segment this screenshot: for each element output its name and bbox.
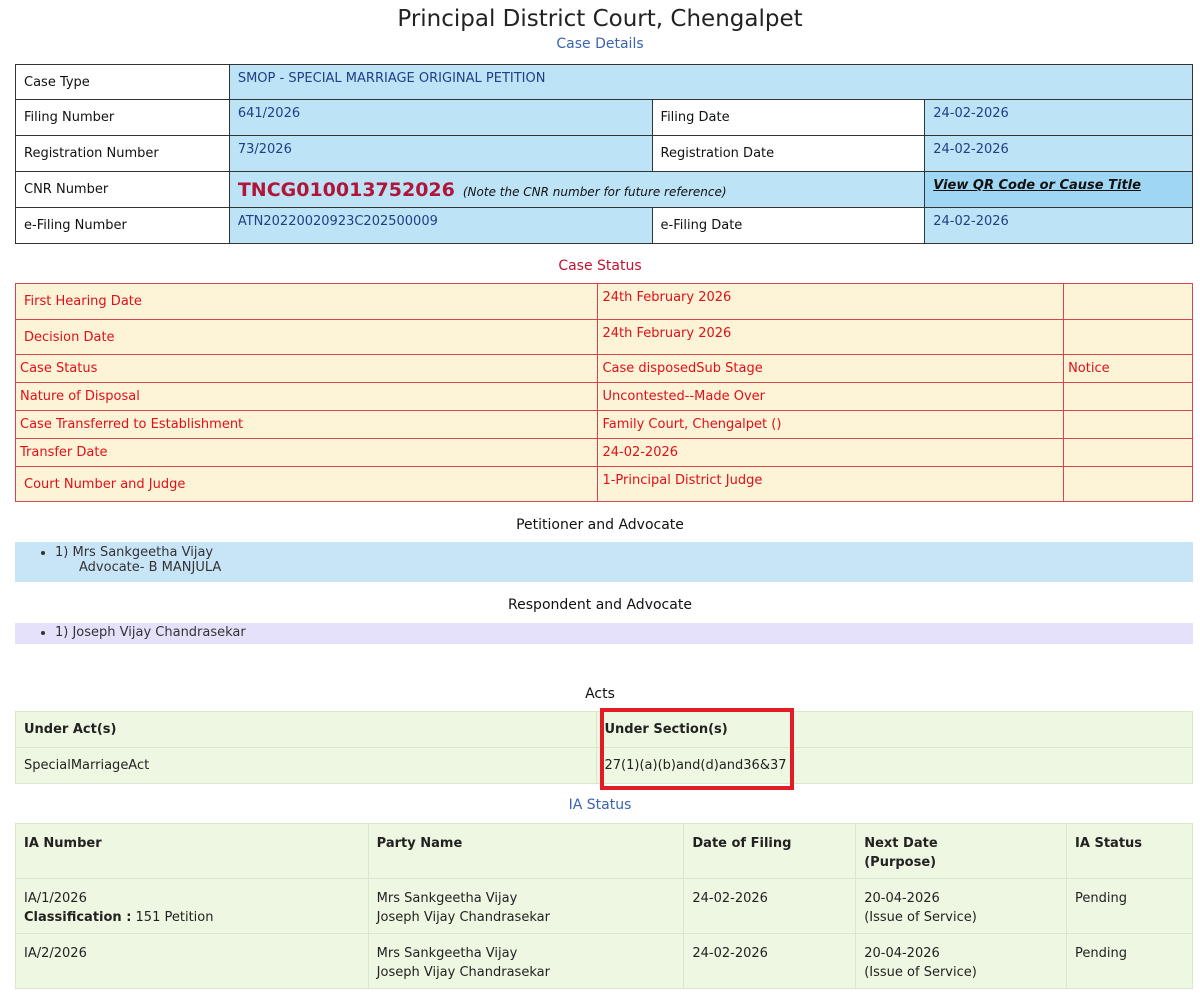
next-date-header (856, 824, 1067, 879)
date-of-filing-header: Date of Filing (684, 824, 856, 879)
filing-date-cell: 24-02-2026 (684, 879, 856, 934)
party-name-2: Joseph Vijay Chandrasekar (376, 910, 550, 925)
classification-label: Classification : (24, 910, 132, 925)
petitioner-heading: Petitioner and Advocate (516, 517, 684, 533)
under-sections-header: Under Section(s) (596, 712, 1193, 748)
party-name-2: Joseph Vijay Chandrasekar (376, 965, 550, 980)
nature-of-disposal-label: Nature of Disposal (16, 383, 598, 411)
next-date: 20-04-2026 (864, 891, 940, 906)
efiling-date-value: 24-02-2026 (925, 208, 1193, 244)
ia-status-cell: Pending (1067, 934, 1193, 989)
next-date-cell (856, 879, 1067, 934)
registration-date-value: 24-02-2026 (925, 136, 1193, 172)
section-highlight-box (600, 708, 794, 790)
purpose: (Issue of Service) (864, 910, 977, 925)
case-status-heading: Case Status (558, 258, 642, 274)
respondent-heading: Respondent and Advocate (508, 597, 692, 613)
ia-number-header: IA Number (16, 824, 369, 879)
next-date: 20-04-2026 (864, 946, 940, 961)
purpose: (Issue of Service) (864, 965, 977, 980)
next-date-cell (856, 934, 1067, 989)
ia-status-cell: Pending (1067, 879, 1193, 934)
filing-date-cell: 24-02-2026 (684, 934, 856, 989)
efiling-date-label: e-Filing Date (652, 208, 925, 244)
status-empty-cell (1064, 467, 1193, 502)
court-title: Principal District Court, Chengalpet (397, 6, 803, 32)
party-name-header: Party Name (368, 824, 684, 879)
efiling-number-label: e-Filing Number (16, 208, 230, 244)
qr-link-cell (925, 172, 1193, 208)
status-empty-cell (1064, 439, 1193, 467)
under-acts-header: Under Act(s) (16, 712, 597, 748)
view-qr-code-link[interactable]: View QR Code or Cause Title (933, 178, 1141, 193)
status-empty-cell (1064, 320, 1193, 355)
respondent-box (15, 623, 1193, 644)
efiling-number-value: ATN20220020923C202500009 (229, 208, 652, 244)
case-status-label: Case Status (16, 355, 598, 383)
purpose-header-label: (Purpose) (864, 855, 937, 870)
act-value: SpecialMarriageAct (16, 748, 597, 784)
respondent-name: • 1) Joseph Vijay Chandrasekar (55, 625, 1193, 640)
next-date-header-label: Next Date (864, 836, 938, 851)
status-empty-cell (1064, 411, 1193, 439)
ia-status-table (15, 823, 1193, 989)
status-empty-cell (1064, 383, 1193, 411)
court-judge-label: Court Number and Judge (16, 467, 598, 502)
ia-number-cell (16, 934, 369, 989)
case-details-table (15, 64, 1193, 244)
cnr-note: (Note the CNR number for future reference) (462, 185, 727, 199)
case-status-value: Case disposedSub Stage (598, 355, 1064, 383)
filing-number-label: Filing Number (16, 100, 230, 136)
ia-status-heading: IA Status (568, 797, 632, 813)
ia-classification (24, 908, 360, 927)
cnr-label: CNR Number (16, 172, 230, 208)
case-type-label: Case Type (16, 65, 230, 100)
cnr-value-cell (229, 172, 924, 208)
ia-number: IA/2/2026 (24, 946, 87, 961)
party-name-1: Mrs Sankgeetha Vijay (376, 946, 518, 961)
case-status-table (15, 283, 1193, 502)
case-details-heading: Case Details (556, 36, 644, 52)
petitioner-advocate: Advocate- B MANJULA (79, 560, 222, 575)
first-hearing-label: First Hearing Date (16, 284, 598, 320)
first-hearing-value: 24th February 2026 (598, 284, 1064, 320)
decision-date-value: 24th February 2026 (598, 320, 1064, 355)
party-name-cell (368, 934, 684, 989)
party-name-cell (368, 879, 684, 934)
ia-status-header: IA Status (1067, 824, 1193, 879)
transferred-value: Family Court, Chengalpet () (598, 411, 1064, 439)
court-judge-value: 1-Principal District Judge (598, 467, 1064, 502)
registration-number-value: 73/2026 (229, 136, 652, 172)
classification-value: 151 Petition (131, 910, 214, 925)
party-name-1: Mrs Sankgeetha Vijay (376, 891, 518, 906)
transfer-date-value: 24-02-2026 (598, 439, 1064, 467)
section-value: 27(1)(a)(b)and(d)and36&37 (596, 748, 1193, 784)
table-row (16, 879, 1193, 934)
filing-number-value: 641/2026 (229, 100, 652, 136)
petitioner-box (15, 542, 1193, 582)
ia-number-cell (16, 879, 369, 934)
transferred-label: Case Transferred to Establishment (16, 411, 598, 439)
registration-number-label: Registration Number (16, 136, 230, 172)
petitioner-item (55, 545, 1193, 575)
registration-date-label: Registration Date (652, 136, 925, 172)
petitioner-name: • 1) Mrs Sankgeetha Vijay (55, 545, 214, 560)
acts-heading: Acts (585, 686, 615, 702)
sub-stage-value: Notice (1064, 355, 1193, 383)
nature-of-disposal-value: Uncontested--Made Over (598, 383, 1064, 411)
case-type-value: SMOP - SPECIAL MARRIAGE ORIGINAL PETITION (229, 65, 1192, 100)
filing-date-label: Filing Date (652, 100, 925, 136)
ia-number: IA/1/2026 (24, 891, 87, 906)
table-row (16, 934, 1193, 989)
status-empty-cell (1064, 284, 1193, 320)
cnr-number: TNCG010013752026 (237, 179, 455, 201)
decision-date-label: Decision Date (16, 320, 598, 355)
transfer-date-label: Transfer Date (16, 439, 598, 467)
filing-date-value: 24-02-2026 (925, 100, 1193, 136)
